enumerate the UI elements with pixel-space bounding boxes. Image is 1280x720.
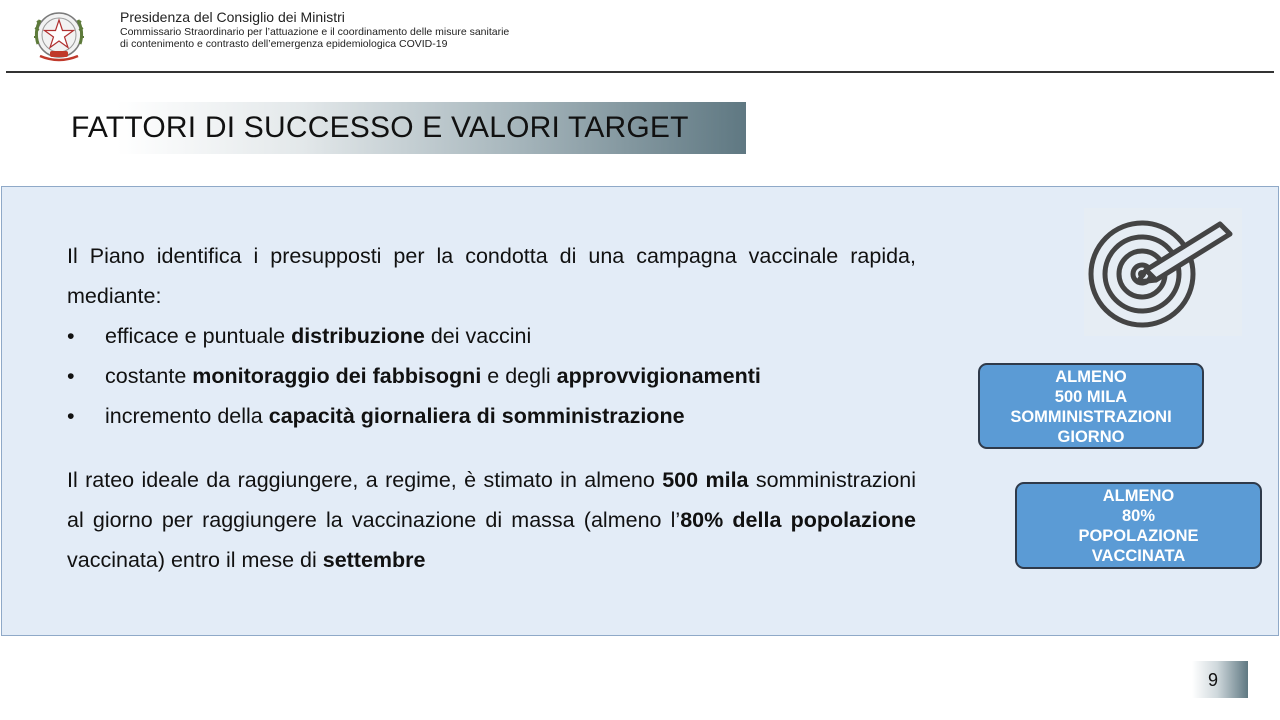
- list-item: • efficace e puntuale distribuzione dei vaccini: [67, 316, 916, 356]
- org-subtitle-line2: di contenimento e contrasto dell’emergenza epidemiologica COVID-19: [120, 38, 448, 51]
- slide-title: FATTORI DI SUCCESSO E VALORI TARGET: [71, 111, 689, 144]
- org-subtitle-line1: Commissario Straordinario per l’attuazione e il coordinamento delle misure sanitarie: [120, 25, 510, 38]
- organization-header: [120, 9, 509, 51]
- body-text: [67, 236, 916, 580]
- header-divider: [6, 71, 1274, 73]
- intro-paragraph: Il Piano identifica i presupposti per la condotta di una campagna vaccinale rapida, mediante:: [67, 244, 916, 308]
- page-number: 9: [1208, 670, 1219, 690]
- rate-paragraph: Il rateo ideale da raggiungere, a regime, è stimato in almeno 500 mila somministrazioni al giorno per raggiungere la vaccinazione di massa (almeno l’80% della popolazione vaccinata) entro il mese di settembre: [67, 468, 917, 572]
- italian-republic-emblem: [30, 6, 88, 66]
- callout-vaccinated-population: ALMENO 80% POPOLAZIONE VACCINATA: [1015, 482, 1262, 569]
- org-name: Presidenza del Consiglio dei Ministri: [120, 9, 345, 25]
- slide-title-band: [62, 102, 746, 154]
- page-number-badge: [1192, 661, 1248, 698]
- bullet-icon: •: [67, 364, 75, 388]
- target-arrow-icon: [1084, 208, 1242, 336]
- bullet-list: [67, 316, 916, 436]
- bullet-icon: •: [67, 324, 75, 348]
- bullet-icon: •: [67, 404, 75, 428]
- callout-daily-doses: ALMENO 500 MILA SOMMINISTRAZIONI GIORNO: [978, 363, 1204, 449]
- list-item: • incremento della capacità giornaliera di somministrazione: [67, 396, 916, 436]
- list-item: • costante monitoraggio dei fabbisogni e degli approvvigionamenti: [67, 356, 916, 396]
